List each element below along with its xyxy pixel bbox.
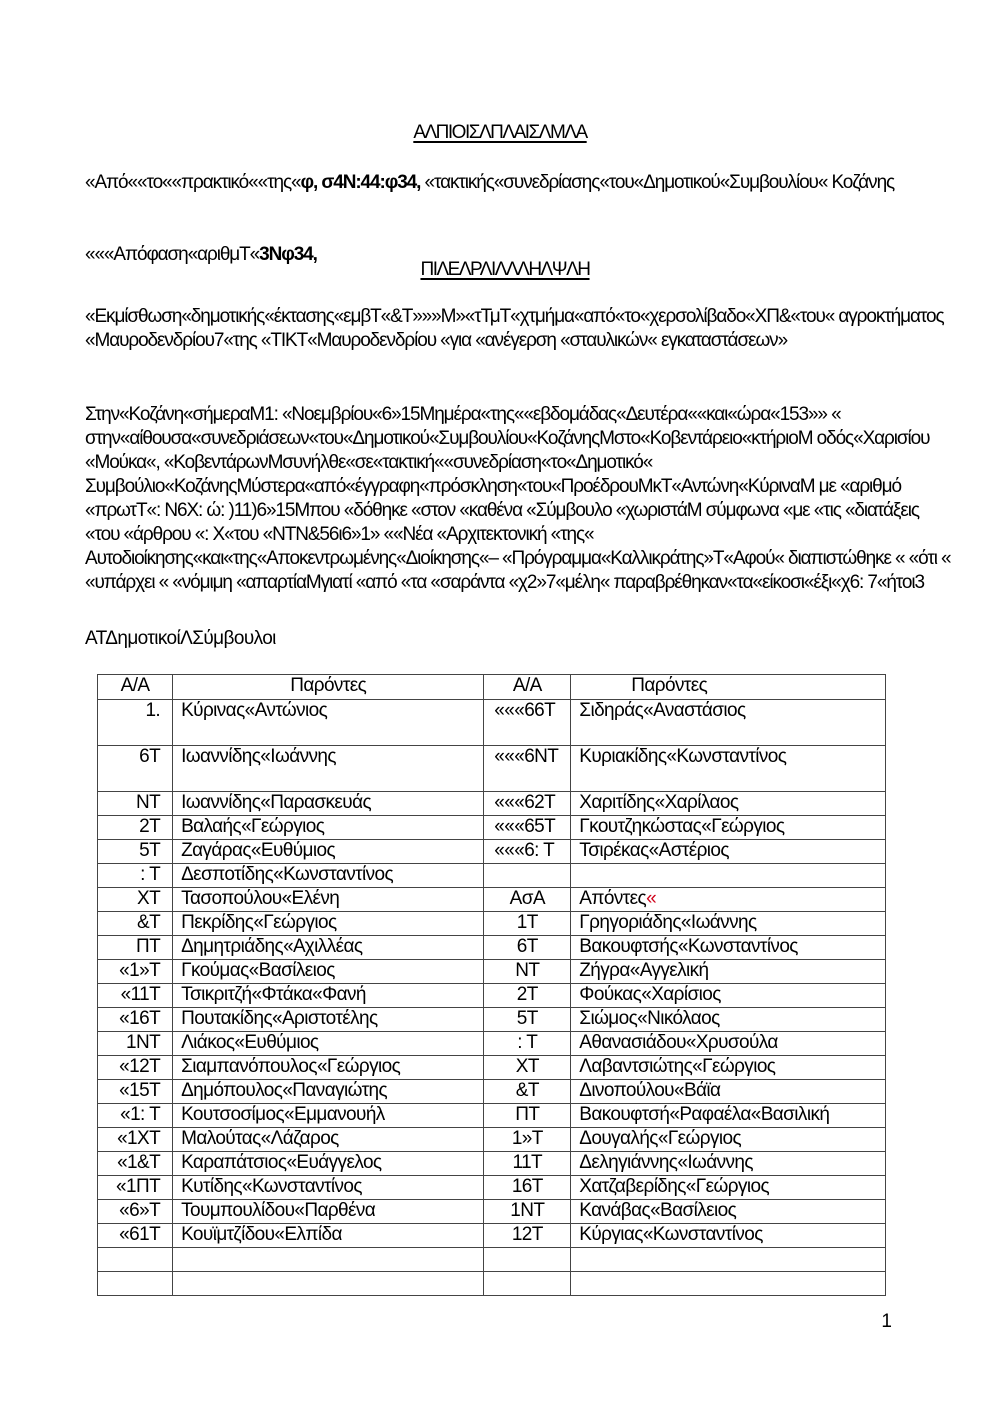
row-number-left: ΧΤ xyxy=(98,888,173,912)
row-number-left: «1»Τ xyxy=(98,960,173,984)
header-number-present-2: Α/Α xyxy=(484,675,571,700)
member-name-right: Δεληγιάννης«Ιωάννης xyxy=(571,1152,886,1176)
row-number-right: 16Τ xyxy=(484,1176,571,1200)
row-number-left: «1ΠΤ xyxy=(98,1176,173,1200)
row-number-left: 1. xyxy=(98,700,173,746)
empty-cell xyxy=(571,864,886,888)
member-name-right: Κύργιας«Κωνσταντίνος xyxy=(571,1224,886,1248)
row-number-right: 5Τ xyxy=(484,1008,571,1032)
row-number-left: : Τ xyxy=(98,864,173,888)
member-name-right: Σιώμος«Νικόλαος xyxy=(571,1008,886,1032)
member-name-left: Ιωαννίδης«Παρασκευάς xyxy=(173,792,484,816)
member-name-left: Ιωαννίδης«Ιωάννης xyxy=(173,746,484,792)
row-number-left: 2Τ xyxy=(98,816,173,840)
empty-cell xyxy=(484,1248,571,1272)
row-number-left: «16Τ xyxy=(98,1008,173,1032)
empty-cell xyxy=(571,1248,886,1272)
header-number-absent: ΑσΑ xyxy=(484,888,571,912)
attendance-table xyxy=(97,674,886,1296)
row-number-right: 12Τ xyxy=(484,1224,571,1248)
row-number-left: «1ΧΤ xyxy=(98,1128,173,1152)
member-name-right: Χαριτίδης«Χαρίλαος xyxy=(571,792,886,816)
table-row xyxy=(98,1176,886,1200)
member-name-left: Καραπάτσιος«Ευάγγελος xyxy=(173,1152,484,1176)
subject-heading-text: ΠΙΛΕΛΡΛΙΛΛΛΗΛΨΛΗ xyxy=(420,259,590,280)
member-name-right: Κυριακίδης«Κωνσταντίνος xyxy=(571,746,886,792)
table-row xyxy=(98,1104,886,1128)
row-number-left: «15Τ xyxy=(98,1080,173,1104)
intro-paragraph xyxy=(85,171,955,195)
member-name-right: Βακουφτσής«Κωνσταντίνος xyxy=(571,936,886,960)
session-number: φ, σ4Ν:44:φ34, xyxy=(300,172,421,193)
member-name-left: Κύρινας«Αντώνιος xyxy=(173,700,484,746)
table-row xyxy=(98,1200,886,1224)
table-row xyxy=(98,1032,886,1056)
table-row xyxy=(98,840,886,864)
member-name-left: Βαλαής«Γεώργιος xyxy=(173,816,484,840)
absent-marker: « xyxy=(646,888,657,909)
row-number-left: «1: Τ xyxy=(98,1104,173,1128)
row-number-right: : Τ xyxy=(484,1032,571,1056)
member-name-left: Δημόπουλος«Παναγιώτης xyxy=(173,1080,484,1104)
table-row xyxy=(98,912,886,936)
member-name-left: Γκούμας«Βασίλειος xyxy=(173,960,484,984)
empty-cell xyxy=(173,1272,484,1296)
table-row xyxy=(98,888,886,912)
table-row xyxy=(98,1224,886,1248)
member-name-left: Ζαγάρας«Ευθύμιος xyxy=(173,840,484,864)
member-name-right: Δουγαλής«Γεώργιος xyxy=(571,1128,886,1152)
row-number-left: 1ΝΤ xyxy=(98,1032,173,1056)
row-number-right: «««66Τ xyxy=(484,700,571,746)
member-name-left: Κυτίδης«Κωνσταντίνος xyxy=(173,1176,484,1200)
empty-cell xyxy=(571,1272,886,1296)
row-number-right: ΧΤ xyxy=(484,1056,571,1080)
header-present-1: Παρόντες xyxy=(173,675,484,700)
row-number-left: &Τ xyxy=(98,912,173,936)
member-name-right: Φούκας«Χαρίσιος xyxy=(571,984,886,1008)
row-number-left: ΠΤ xyxy=(98,936,173,960)
empty-cell xyxy=(484,1272,571,1296)
decision-prefix: «««Απόφαση«αριθμΤ« xyxy=(85,244,260,265)
row-number-left: «12Τ xyxy=(98,1056,173,1080)
empty-table-row xyxy=(98,1248,886,1272)
header-number-present-1: Α/Α xyxy=(98,675,173,700)
member-name-right: Σιδηράς«Αναστάσιος xyxy=(571,700,886,746)
member-name-left: Λιάκος«Ευθύμιος xyxy=(173,1032,484,1056)
empty-cell xyxy=(98,1248,173,1272)
row-number-right: «««6ΝΤ xyxy=(484,746,571,792)
member-name-right: Κανάβας«Βασίλειος xyxy=(571,1200,886,1224)
table-row xyxy=(98,746,886,792)
table-row xyxy=(98,1128,886,1152)
table-row xyxy=(98,1056,886,1080)
member-name-right: Λαβαντσιώτης«Γεώργιος xyxy=(571,1056,886,1080)
empty-table-row xyxy=(98,1272,886,1296)
row-number-right: 1Τ xyxy=(484,912,571,936)
table-row xyxy=(98,960,886,984)
member-name-right: Αθανασιάδου«Χρυσούλα xyxy=(571,1032,886,1056)
row-number-left: ΝΤ xyxy=(98,792,173,816)
intro-suffix: «τακτικής«συνεδρίασης«του«Δημοτικού«Συμβουλίου« Κοζάνης xyxy=(420,172,895,193)
row-number-right: ΠΤ xyxy=(484,1104,571,1128)
member-name-right: Χατζαβερίδης«Γεώργιος xyxy=(571,1176,886,1200)
row-number-left: «11Τ xyxy=(98,984,173,1008)
member-name-left: Τσικριτζή«Φτάκα«Φανή xyxy=(173,984,484,1008)
table-row xyxy=(98,864,886,888)
member-name-left: Μαλούτας«Λάζαρος xyxy=(173,1128,484,1152)
members-heading: ΑΤΔημοτικοίΛΣύμβουλοι xyxy=(85,628,276,649)
member-name-left: Τουμπουλίδου«Παρθένα xyxy=(173,1200,484,1224)
member-name-left: Τασοπούλου«Ελένη xyxy=(173,888,484,912)
subject-paragraph: «Εκμίσθωση«δημοτικής«έκτασης«εμβΤ«&Τ»»»Μ»«τΤμΤ«χτμήμα«από«το«χερσολίβαδο«ΧΠ&«του« αγροκτήματος «Μαυροδενδρίου7«της «ΤΙΚΤ«Μαυροδενδρίου «για «ανέγερση «σταυλικών« εγκαταστάσεων» xyxy=(85,306,944,351)
member-name-right: Γκουτζηκώστας«Γεώργιος xyxy=(571,816,886,840)
absent-label: Απόντες xyxy=(579,888,647,909)
member-name-right: Βακουφτσή«Ραφαέλα«Βασιλική xyxy=(571,1104,886,1128)
row-number-right: «««6: Τ xyxy=(484,840,571,864)
empty-cell xyxy=(484,864,571,888)
row-number-right: 2Τ xyxy=(484,984,571,1008)
row-number-left: «6»Τ xyxy=(98,1200,173,1224)
member-name-right: Δινοπούλου«Βάϊα xyxy=(571,1080,886,1104)
row-number-left: «1&Τ xyxy=(98,1152,173,1176)
document-title xyxy=(0,122,1000,144)
row-number-right: 1ΝΤ xyxy=(484,1200,571,1224)
row-number-left: 5Τ xyxy=(98,840,173,864)
row-number-right: 1»Τ xyxy=(484,1128,571,1152)
row-number-right: «««65Τ xyxy=(484,816,571,840)
member-name-right: Γρηγοριάδης«Ιωάννης xyxy=(571,912,886,936)
table-row xyxy=(98,792,886,816)
header-present-2: Παρόντες xyxy=(571,675,886,700)
empty-cell xyxy=(98,1272,173,1296)
row-number-right: ΝΤ xyxy=(484,960,571,984)
member-name-left: Πουτακίδης«Αριστοτέλης xyxy=(173,1008,484,1032)
decision-number: 3Νφ34, xyxy=(259,244,317,265)
member-name-right: Τσιρέκας«Αστέριος xyxy=(571,840,886,864)
row-number-left: 6Τ xyxy=(98,746,173,792)
member-name-left: Πεκρίδης«Γεώργιος xyxy=(173,912,484,936)
page-number: 1 xyxy=(881,1311,892,1332)
table-row xyxy=(98,936,886,960)
table-row xyxy=(98,700,886,746)
document-title-text: ΑΛΠΙΟΙΣΛΠΛΑΙΣΛΜΛΑ xyxy=(413,122,587,143)
intro-prefix: «Από««το««πρακτικό««της« xyxy=(85,172,301,193)
row-number-right: 11Τ xyxy=(484,1152,571,1176)
row-number-left: «61Τ xyxy=(98,1224,173,1248)
member-name-right: Ζήγρα«Αγγελική xyxy=(571,960,886,984)
row-number-right: &Τ xyxy=(484,1080,571,1104)
header-absent xyxy=(571,888,886,912)
member-name-left: Κουϊμτζίδου«Ελπίδα xyxy=(173,1224,484,1248)
table-row xyxy=(98,1080,886,1104)
row-number-right: «««62Τ xyxy=(484,792,571,816)
table-row xyxy=(98,1008,886,1032)
row-number-right: 6Τ xyxy=(484,936,571,960)
member-name-left: Δημητριάδης«Αχιλλέας xyxy=(173,936,484,960)
subject-heading xyxy=(0,259,1000,281)
body-paragraph: Στην«Κοζάνη«σήμεραΜ1: «Νοεμβρίου«6»15Μημέρα«της««εβδομάδας«Δευτέρα««και«ώρα«153»» « στην«αίθουσα«συνεδριάσεων«του«Δημοτικού«Συμβουλίου«ΚοζάνηςΜστο«Κοβεντάρειο«κτήριοΜ οδός«Χαρισίου «Μούκα«, «ΚοβεντάρωνΜσυνήλθε«σε«τακτική««συνεδρίαση«το«Δημοτικό« Συμβούλιο«ΚοζάνηςΜύστερα«από«έγγραφη«πρόσκληση«του«ΠροέδρουΜκΤ«Αντώνη«ΚύριναΜ με «αριθμό «πρωτΤ«: Ν6Χ: ώ: )11)6»15Μπου «δόθηκε «στον «καθένα «Σύμβουλο «χωριστάΜ σύμφωνα «με «τις «διατάξεις «του «άρθρου «: Χ«του «ΝΤΝ&56ι6»1» ««Νέα «Αρχιτεκτονική «της« Αυτοδιοίκησης«και«της«Αποκεντρωμένης«Διοίκησης«– «Πρόγραμμα«Καλλικράτης»Τ«Αφού« διαπιστώθηκε « «ότι « «υπάρχει « «νόμιμη «απαρτίαΜγιατί «από «τα «σαράντα «χ2»7«μέλη« παραβρέθηκαν«τα«είκοσι«έξι«χ6: 7«ήτοι3 xyxy=(85,404,951,593)
table-header-row xyxy=(98,675,886,700)
member-name-left: Δεσποτίδης«Κωνσταντίνος xyxy=(173,864,484,888)
table-row xyxy=(98,1152,886,1176)
member-name-left: Σιαμπανόπουλος«Γεώργιος xyxy=(173,1056,484,1080)
table-row xyxy=(98,816,886,840)
empty-cell xyxy=(173,1248,484,1272)
member-name-left: Κουτσοσίμος«Εμμανουήλ xyxy=(173,1104,484,1128)
table-row xyxy=(98,984,886,1008)
